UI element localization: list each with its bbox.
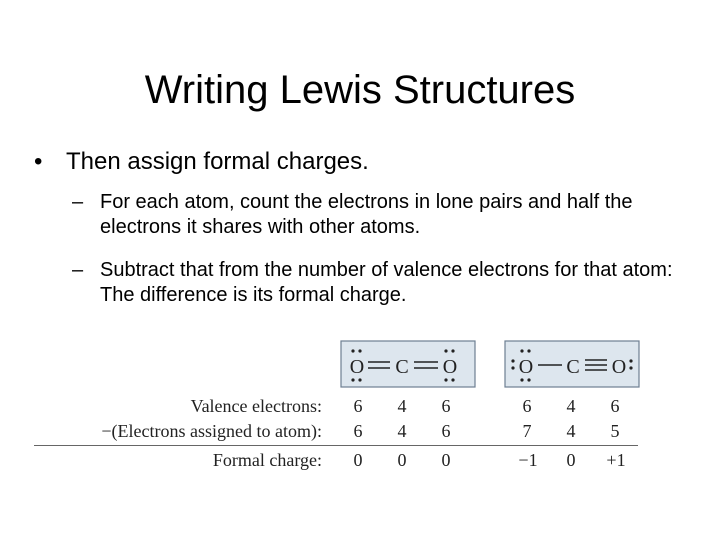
table-divider (34, 445, 638, 446)
atom-c: C (395, 356, 409, 378)
value-cell: 4 (397, 421, 407, 441)
atom-o-left: O (349, 356, 365, 378)
atom-o-left: O (518, 356, 534, 378)
main-bullet (34, 148, 369, 176)
formal-charge-figure (34, 338, 640, 478)
value-cell: 0 (441, 450, 451, 470)
main-bullet-text: Then assign formal charges. (66, 148, 369, 175)
value-cell: −1 (518, 450, 538, 470)
value-cell: 6 (353, 396, 363, 416)
sub-bullet-text: For each atom, count the electrons in lone pairs and half the electrons it shares with other atoms. (100, 191, 633, 238)
row-label-assigned: −(Electrons assigned to atom): (101, 421, 322, 441)
lewis-structure-1 (340, 340, 476, 388)
value-cell: 6 (610, 396, 620, 416)
value-cell: 0 (353, 450, 363, 470)
slide-title: Writing Lewis Structures (144, 68, 576, 112)
value-cell: 4 (566, 396, 576, 416)
value-cell: 6 (522, 396, 532, 416)
value-cell: 6 (441, 421, 451, 441)
value-cell: 7 (522, 421, 532, 441)
sub-bullet-1 (72, 190, 692, 240)
value-cell: +1 (606, 450, 626, 470)
sub-bullet-text: Subtract that from the number of valence electrons for that atom: The difference is its formal charge. (100, 259, 673, 306)
row-label-formal-charge: Formal charge: (212, 450, 322, 470)
row-label-valence: Valence electrons: (190, 396, 322, 416)
sub-bullet-marker: – (72, 259, 84, 281)
value-cell: 4 (566, 421, 576, 441)
value-cell: 4 (397, 396, 407, 416)
lewis-structure-2 (504, 340, 640, 388)
atom-o-right: O (442, 356, 458, 378)
bullet-marker: • (34, 148, 43, 175)
sub-bullet-2 (72, 258, 692, 308)
atom-c: C (566, 356, 580, 378)
atom-o-right: O (611, 356, 627, 378)
value-cell: 6 (353, 421, 363, 441)
sub-bullet-marker: – (72, 191, 84, 213)
value-cell: 0 (566, 450, 576, 470)
value-cell: 5 (610, 421, 620, 441)
value-cell: 6 (441, 396, 451, 416)
value-cell: 0 (397, 450, 407, 470)
